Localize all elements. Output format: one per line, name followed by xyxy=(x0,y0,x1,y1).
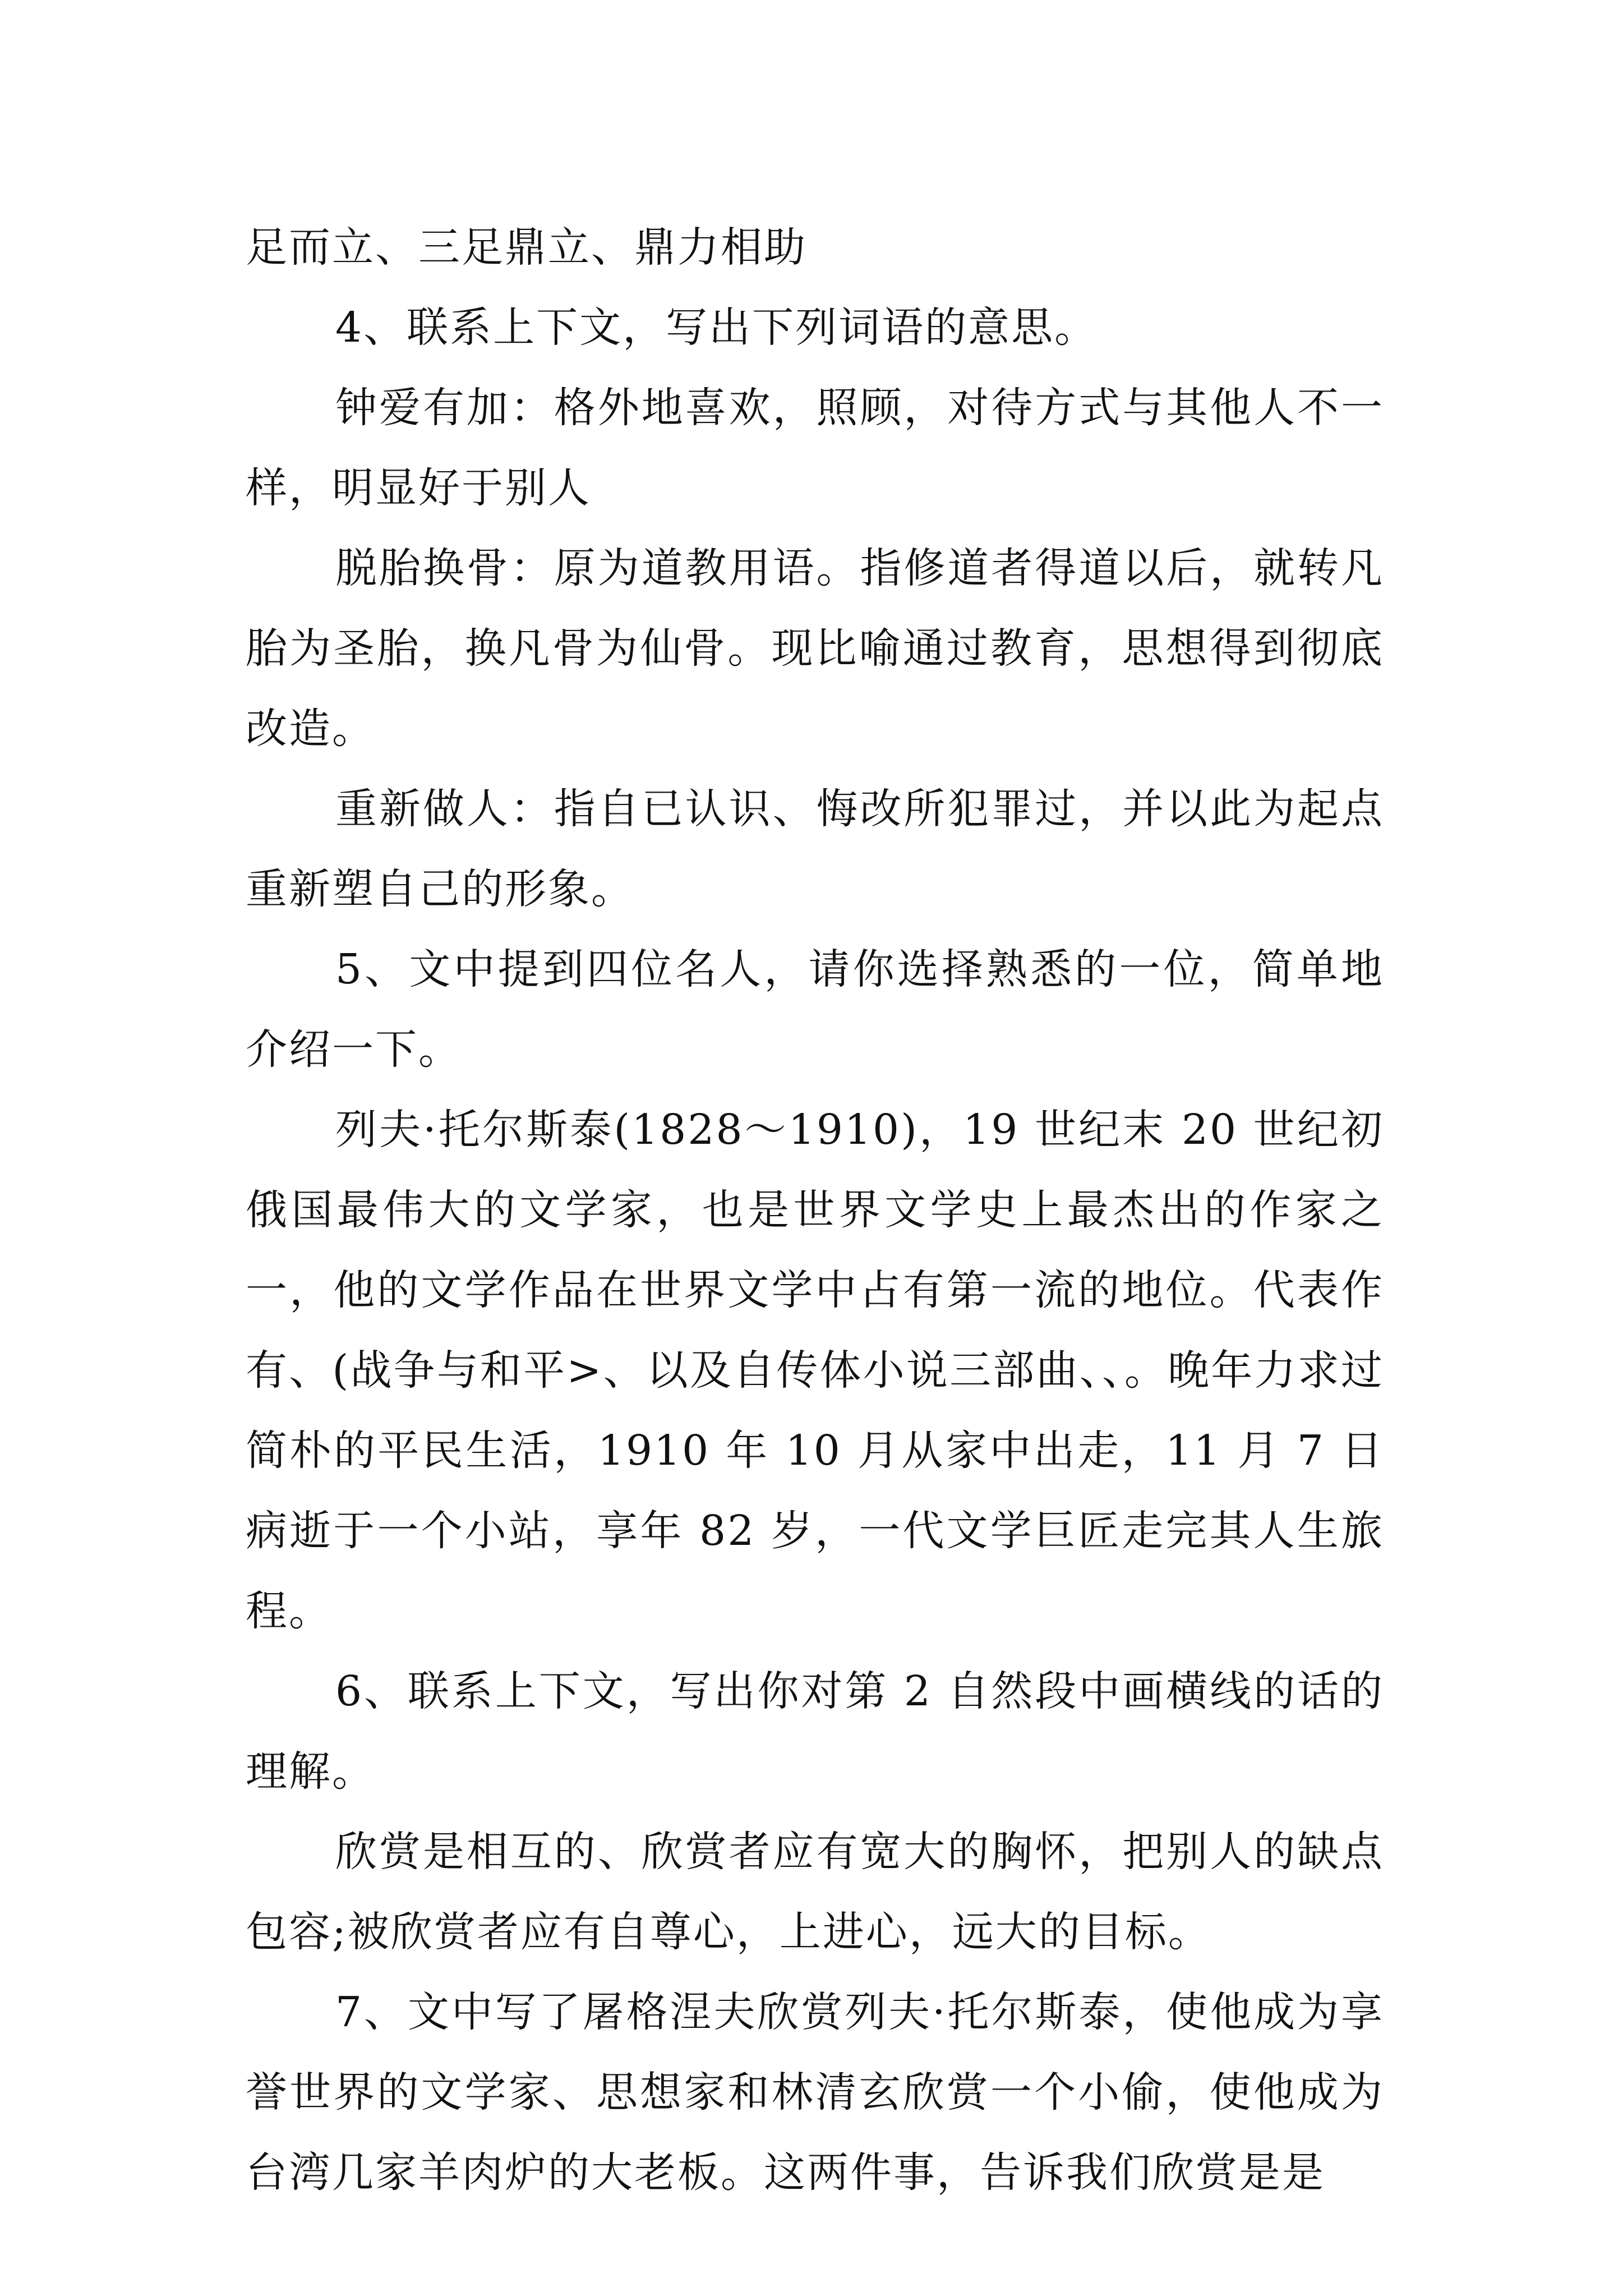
answer-chongxin: 重新做人：指自已认识、悔改所犯罪过，并以此为起点重新塑自己的形象。 xyxy=(246,785,1384,913)
answer-tolstoy: 列夫·托尔斯泰(1828～1910)，19 世纪末 20 世纪初俄国最伟大的文学家，也是世界文学史上最杰出的作家之一，他的文学作品在世界文学中占有第一流的地位。代表作有、(战争与和平>、以及自传体小说三部曲、、。晚年力求过简朴的平民生活，1910 年 10 月从家中出走，11 月 7 日病逝于一个小站，享年 82 岁，一代文学巨匠走完其人生旅程。 xyxy=(246,1106,1384,1635)
answer-tuotai: 脱胎换骨：原为道教用语。指修道者得道以后，就转凡胎为圣胎，换凡骨为仙骨。现比喻通过教育，思想得到彻底改造。 xyxy=(246,544,1384,753)
answer-zhongai: 钟爱有加：格外地喜欢，照顾，对待方式与其他人不一样，明显好于别人 xyxy=(246,384,1384,512)
question-6: 6、联系上下文，写出你对第 2 自然段中画横线的话的理解。 xyxy=(246,1667,1384,1796)
paragraph-continued-idioms: 足而立、三足鼎立、鼎力相助 xyxy=(246,223,807,272)
question-4: 4、联系上下文，写出下列词语的意思。 xyxy=(335,303,1098,352)
question-5: 5、文中提到四位名人，请你选择熟悉的一位，简单地介绍一下。 xyxy=(246,945,1384,1074)
question-7: 7、文中写了屠格涅夫欣赏列夫·托尔斯泰，使他成为享誉世界的文学家、思想家和林清玄欣赏一个小偷，使他成为台湾几家羊肉炉的大老板。这两件事，告诉我们欣赏是是 xyxy=(246,1988,1384,2197)
answer-appreciation: 欣赏是相互的、欣赏者应有宽大的胸怀，把别人的缺点包容;被欣赏者应有自尊心，上进心，远大的目标。 xyxy=(246,1828,1384,1956)
document-body xyxy=(246,208,1384,2213)
